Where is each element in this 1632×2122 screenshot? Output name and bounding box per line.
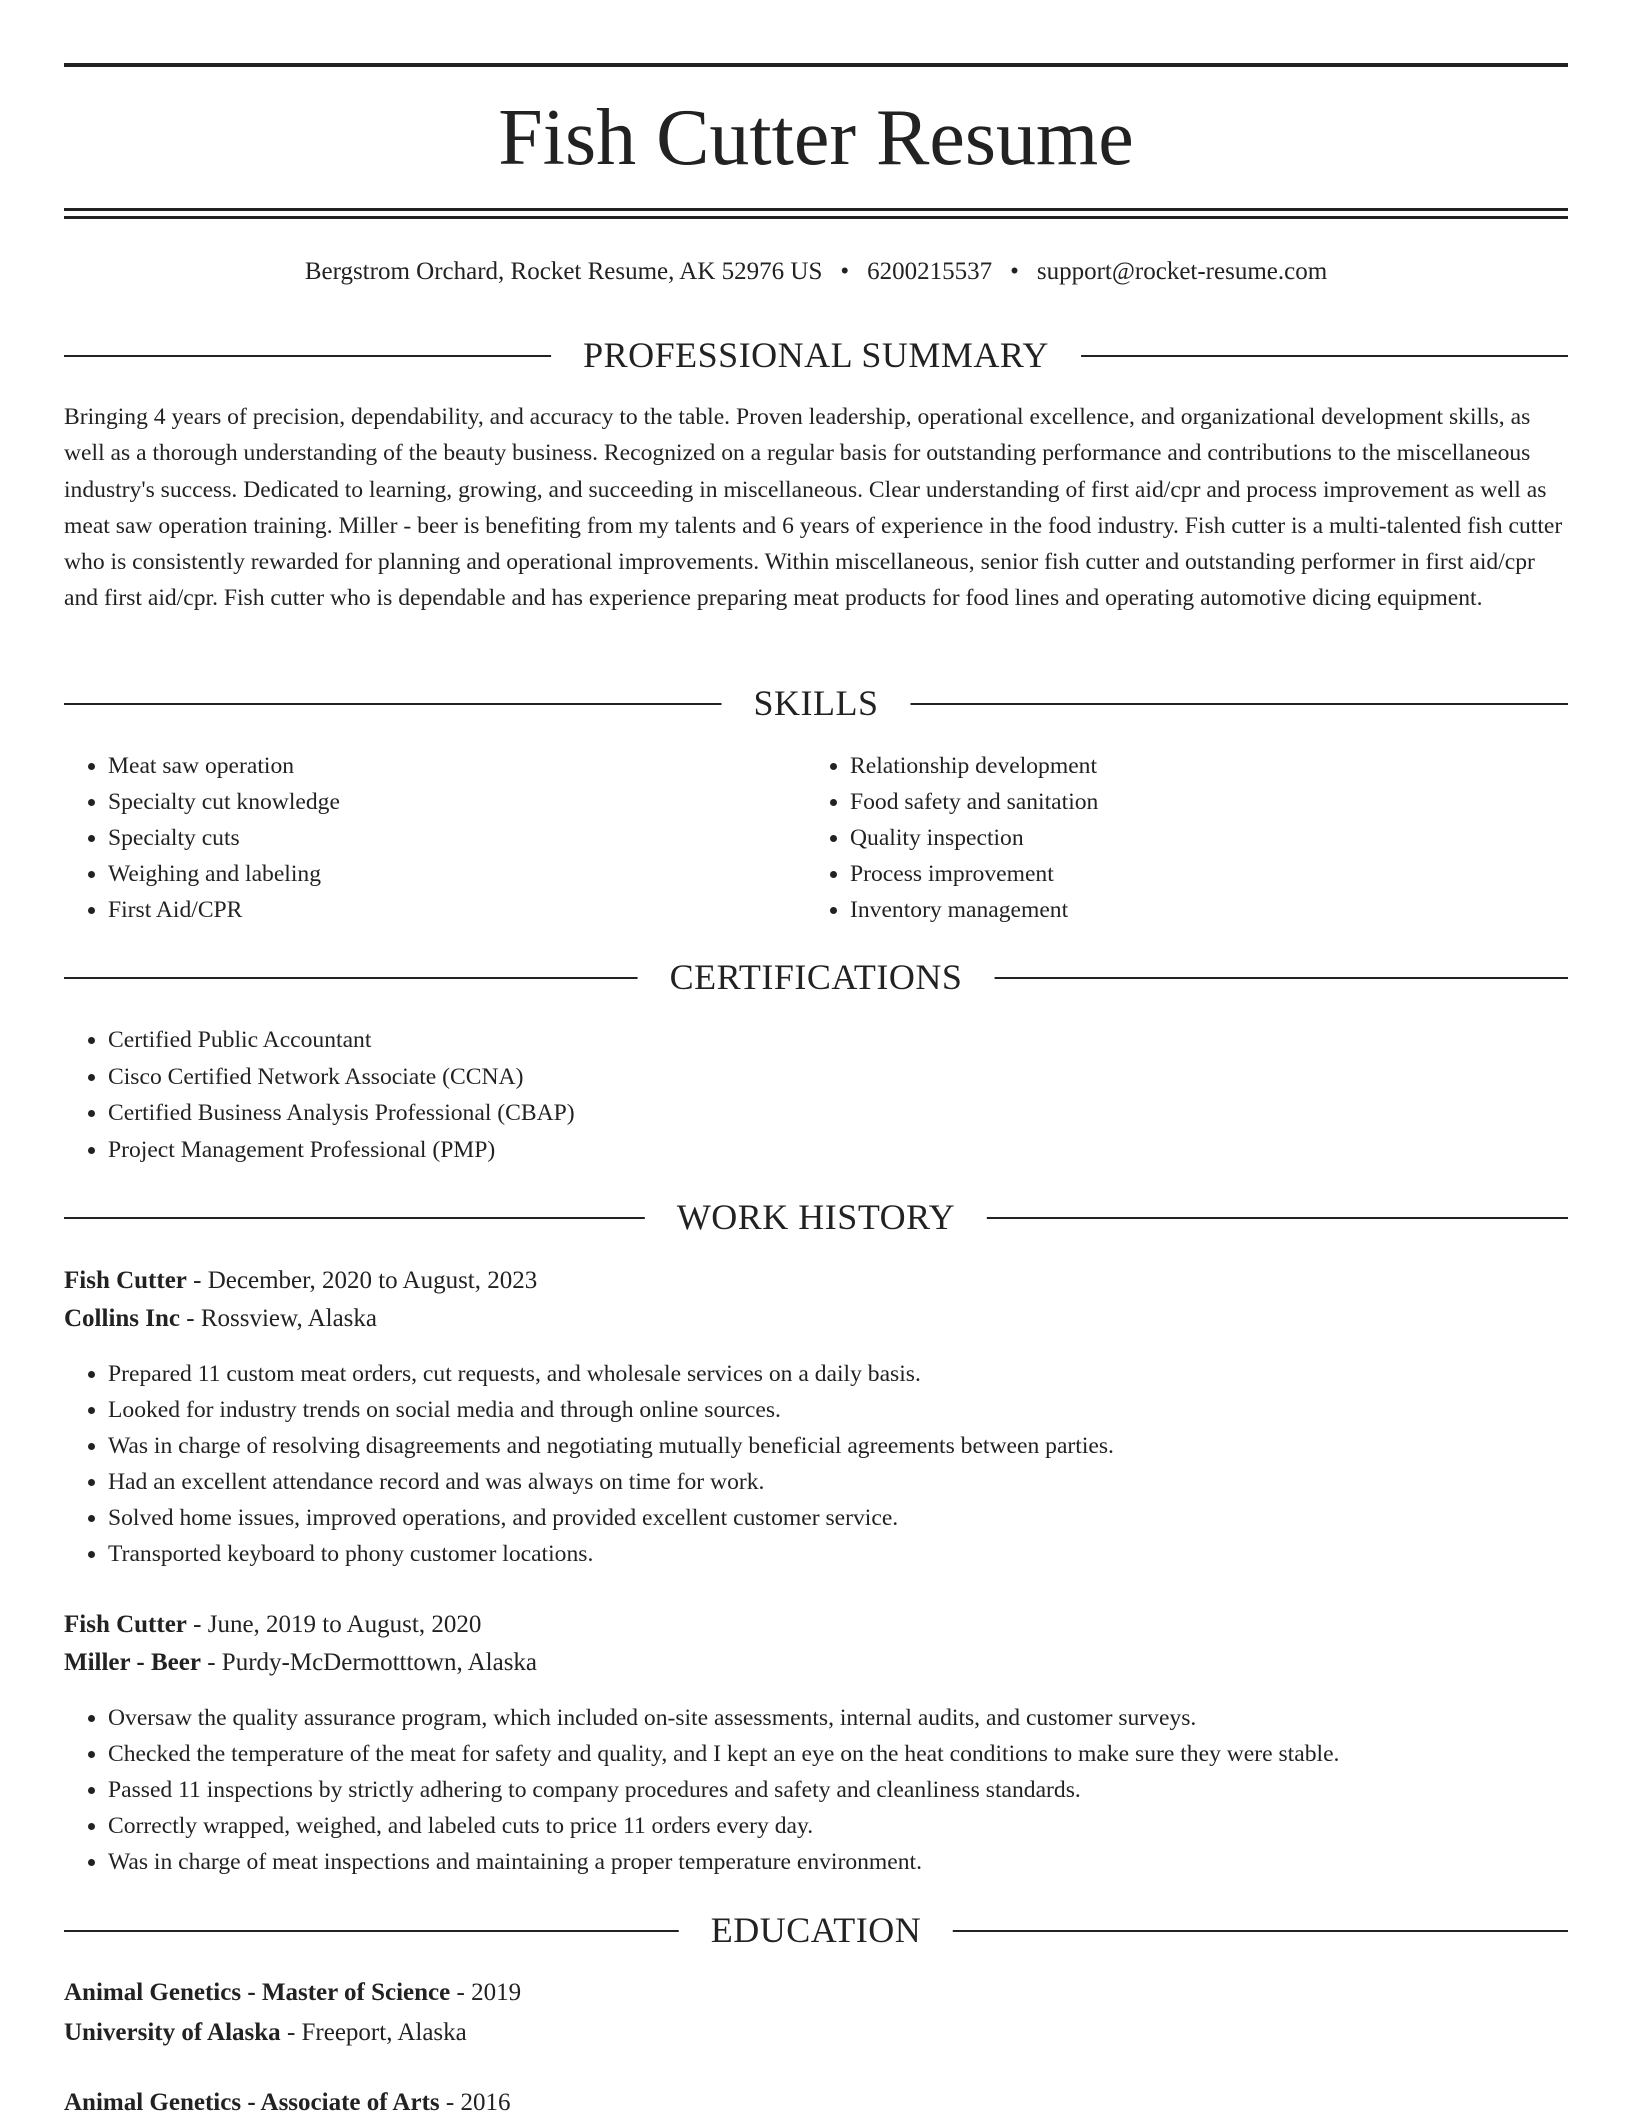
education-school-line <box>64 2014 467 2052</box>
duty-item: • Looked for industry trends on social media and through online sources. <box>108 1392 1568 1428</box>
certification-item: • Cisco Certified Network Associate (CCNA) <box>108 1059 1464 1096</box>
duty-item: • Passed 11 inspections by strictly adhering to company procedures and safety and cleanliness standards. <box>108 1772 1568 1808</box>
job-location: Rossview, Alaska <box>200 1305 377 1332</box>
section-heading-skills <box>64 681 1568 725</box>
job-company-line <box>64 1300 377 1338</box>
contact-line <box>64 254 1568 290</box>
contact-separator: • <box>840 258 850 285</box>
duty-item: • Transported keyboard to phony customer locations. <box>108 1536 1568 1572</box>
job-company: Collins Inc <box>64 1305 181 1332</box>
dash: - <box>180 1305 201 1332</box>
duty-item: • Prepared 11 custom meat orders, cut requests, and wholesale services on a daily basis. <box>108 1356 1568 1392</box>
job-dates: December, 2020 to August, 2023 <box>207 1267 538 1294</box>
certification-item: • Certified Business Analysis Professional (CBAP) <box>108 1095 1464 1132</box>
education-degree: Animal Genetics - Master of Science <box>64 1979 451 2006</box>
duty-item: • Correctly wrapped, weighed, and labeled cuts to price 11 orders every day. <box>108 1808 1568 1844</box>
skill-item: • Relationship development <box>850 748 1506 784</box>
job-header <box>64 1606 481 1644</box>
duty-item: • Checked the temperature of the meat for safety and quality, and I kept an eye on the heat conditions to make sure they were stable. <box>108 1736 1568 1772</box>
skill-item: • Weighing and labeling <box>108 856 764 892</box>
job-duties <box>64 1700 1568 1880</box>
skill-item: • Quality inspection <box>850 820 1506 856</box>
dash: - <box>439 2089 461 2116</box>
certification-item: • Certified Public Accountant <box>108 1022 1464 1059</box>
dash: - <box>450 1979 472 2006</box>
contact-address: Bergstrom Orchard, Rocket Resume, AK 52976 US <box>304 258 823 285</box>
contact-separator: • <box>1010 258 1019 285</box>
education-header <box>64 1974 521 2012</box>
dash: - <box>200 1649 222 1676</box>
education-year: 2016 <box>460 2089 511 2116</box>
dash: - <box>280 2019 302 2046</box>
skill-item: • Inventory management <box>850 892 1506 928</box>
certification-item: • Project Management Professional (PMP) <box>108 1132 1464 1169</box>
section-heading-summary <box>64 333 1568 377</box>
job-dates: June, 2019 to August, 2020 <box>207 1611 482 1638</box>
job-company: Miller - Beer <box>64 1649 201 1676</box>
skill-item: • Meat saw operation <box>108 748 764 784</box>
section-heading-education <box>64 1908 1568 1952</box>
skill-item: • Specialty cut knowledge <box>108 784 764 820</box>
dash: - <box>186 1611 208 1638</box>
section-title: EDUCATION <box>679 1908 953 1952</box>
title-rule-lower <box>64 216 1568 219</box>
job-location: Purdy-McDermotttown, Alaska <box>221 1649 538 1676</box>
duty-item: • Was in charge of resolving disagreements and negotiating mutually beneficial agreements between parties. <box>108 1428 1568 1464</box>
contact-email: support@rocket-resume.com <box>1036 258 1328 285</box>
section-title: PROFESSIONAL SUMMARY <box>551 333 1081 377</box>
skills-column-left <box>64 748 764 928</box>
skill-item: • First Aid/CPR <box>108 892 764 928</box>
title-rule-upper <box>64 208 1568 211</box>
job-header <box>64 1262 537 1300</box>
education-year: 2019 <box>471 1979 522 2006</box>
job-duties <box>64 1356 1568 1572</box>
skill-item: • Process improvement <box>850 856 1506 892</box>
job-title: Fish Cutter <box>64 1611 187 1638</box>
job-company-line <box>64 1644 537 1682</box>
duty-item: • Was in charge of meat inspections and maintaining a proper temperature environment. <box>108 1844 1568 1880</box>
education-degree: Animal Genetics - Associate of Arts <box>64 2089 440 2116</box>
skill-item: • Specialty cuts <box>108 820 764 856</box>
section-heading-certifications <box>64 955 1568 999</box>
section-title: SKILLS <box>721 681 910 725</box>
section-title: CERTIFICATIONS <box>638 955 995 999</box>
education-header <box>64 2084 510 2122</box>
summary-paragraph: Bringing 4 years of precision, dependability, and accuracy to the table. Proven leadership, operational excellence, and organizational development skills, as well as a thorough understanding of the beauty business. Recognized on a regular basis for outstanding performance and contributions to the miscellaneous industry's success. Dedicated to learning, growing, and succeeding in miscellaneous. Clear understanding of first aid/cpr and process improvement as well as meat saw operation training. Miller - beer is benefiting from my talents and 6 years of experience in the food industry. Fish cutter is a multi-talented fish cutter who is consistently rewarded for planning and operational improvements. Within miscellaneous, senior fish cutter and outstanding performer in first aid/cpr and first aid/cpr. Fish cutter who is dependable and has experience preparing meat products for food lines and operating automotive dicing equipment. <box>64 404 1563 612</box>
duty-item: • Solved home issues, improved operations, and provided excellent customer service. <box>108 1500 1568 1536</box>
certifications-list <box>64 1022 1464 1168</box>
skill-item: • Food safety and sanitation <box>850 784 1506 820</box>
contact-phone: 6200215537 <box>867 258 993 285</box>
job-title: Fish Cutter <box>64 1267 187 1294</box>
education-location: Freeport, Alaska <box>301 2019 467 2046</box>
page-title: Fish Cutter Resume <box>498 94 1134 182</box>
dash: - <box>186 1267 208 1294</box>
duty-item: • Had an excellent attendance record and was always on time for work. <box>108 1464 1568 1500</box>
skills-column-right <box>806 748 1506 928</box>
section-title: WORK HISTORY <box>645 1195 987 1239</box>
education-school: University of Alaska <box>64 2019 281 2046</box>
section-heading-work-history <box>64 1195 1568 1239</box>
top-rule <box>64 63 1568 67</box>
duty-item: • Oversaw the quality assurance program, which included on-site assessments, internal audits, and customer surveys. <box>108 1700 1568 1736</box>
